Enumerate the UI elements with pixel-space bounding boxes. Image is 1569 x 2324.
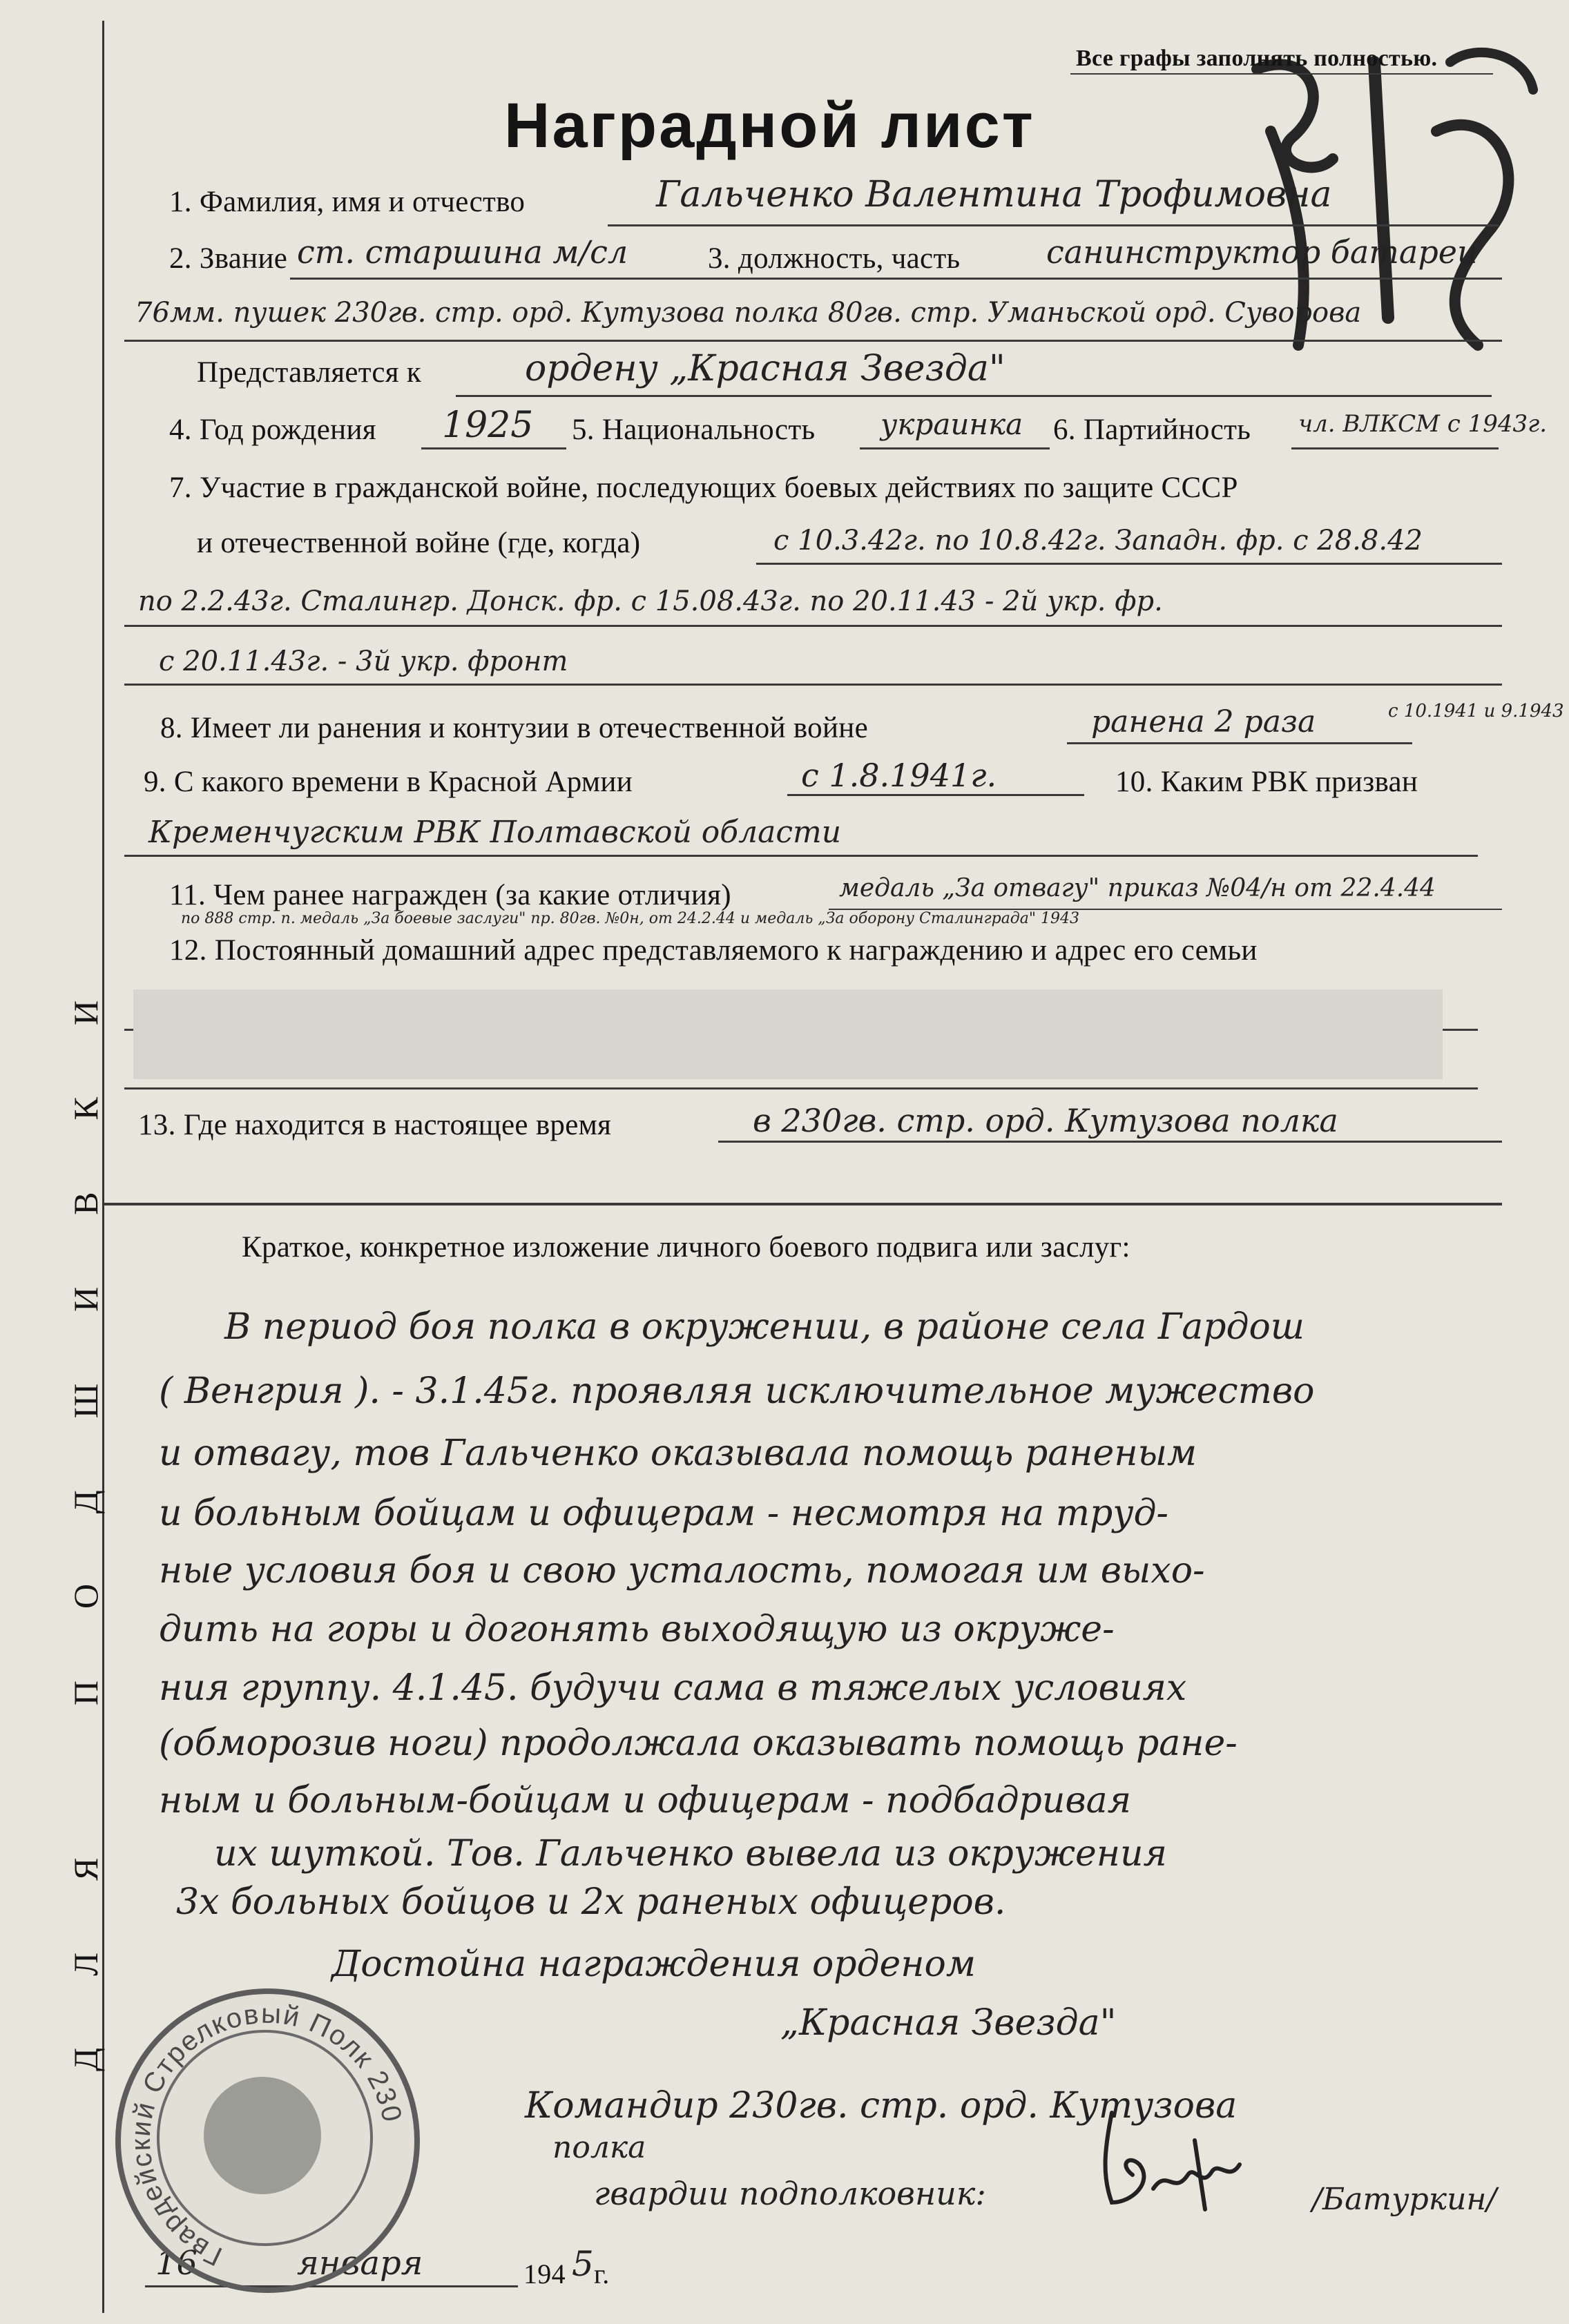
field-label-previous-awards: 11. Чем ранее награжден (за какие отличия) xyxy=(169,879,731,911)
unit-underline xyxy=(124,340,1502,342)
field-label-rank: 2. Звание xyxy=(169,242,288,275)
field-value-war-line1: с 10.3.42г. по 10.8.42г. Западн. фр. с 28.8.42 xyxy=(773,525,1423,556)
date-year-printed: 194 xyxy=(523,2258,566,2289)
field-value-previous-awards-1: медаль „За отвагу" приказ №04/н от 22.4.44 xyxy=(839,874,1436,902)
narrative-line: ным и больным-бойцам и офицерам - подбадривая xyxy=(159,1780,1132,1821)
regiment-seal xyxy=(115,1988,420,2293)
narrative-line: 3х больных бойцов и 2х раненых офицеров. xyxy=(176,1881,1006,1923)
party-underline xyxy=(1291,447,1499,449)
field-value-party: чл. ВЛКСМ с 1943г. xyxy=(1298,410,1548,438)
date-year-handwritten: 5 xyxy=(572,2244,594,2284)
war-underline-2 xyxy=(124,625,1502,627)
section-heading-feat: Краткое, конкретное изложение личного боевого подвига или заслуг: xyxy=(242,1231,1130,1263)
date-year-suffix: г. xyxy=(594,2258,610,2289)
address-underline-2 xyxy=(124,1087,1478,1090)
previous-awards-underline xyxy=(829,909,1502,910)
field-value-war-line3: с 20.11.43г. - 3й укр. фронт xyxy=(159,646,568,677)
field-label-current-location: 13. Где находится в настоящее время xyxy=(138,1109,612,1141)
field-value-current-location: в 230гв. стр. орд. Кутузова полка xyxy=(753,1102,1338,1139)
field-label-name: 1. Фамилия, имя и отчество xyxy=(169,186,526,218)
binding-side-label: ДЛЯ ПОДШИВКИ xyxy=(66,928,105,2071)
field-label-wounds: 8. Имеет ли ранения и контузии в отечественной войне xyxy=(160,712,868,744)
wounds-underline xyxy=(1067,742,1412,744)
narrative-line: ( Венгрия ). - 3.1.45г. проявляя исключительное мужество xyxy=(159,1371,1315,1412)
field-value-rvk: Кременчугским РВК Полтавской области xyxy=(148,815,842,850)
narrative-line: ные условия боя и свою усталость, помогая им выхо- xyxy=(159,1550,1205,1591)
seal-text: Гвардейский Стрелковый Полк 230 xyxy=(125,1998,408,2272)
field-label-nationality: 5. Национальность xyxy=(572,414,816,446)
war-underline-3 xyxy=(124,684,1502,686)
conclusion-line: Достойна награждения орденом xyxy=(331,1944,976,1985)
field-value-birth-year: 1925 xyxy=(442,405,534,446)
svg-text:Гвардейский Стрелковый Полк 23 xyxy=(126,1999,407,2272)
section-divider xyxy=(104,1203,1502,1205)
field-label-birth-year: 4. Год рождения xyxy=(169,414,376,446)
signatory-title: Командир 230гв. стр. орд. Кутузова xyxy=(525,2085,1238,2127)
redacted-address-block xyxy=(133,989,1443,1079)
rank-underline xyxy=(290,278,1502,280)
field-label-war-where-when: и отечественной войне (где, когда) xyxy=(197,527,641,559)
field-label-war-participation: 7. Участие в гражданской войне, последующих боевых действиях по защите СССР xyxy=(169,472,1238,504)
document-title: Наградной лист xyxy=(504,90,1035,161)
rvk-underline xyxy=(124,855,1478,857)
field-value-previous-awards-2: по 888 стр. п. медаль „За боевые заслуги" пр. 80гв. №0н, от 24.2.44 и медаль „За оборону Сталинграда" 1943 xyxy=(181,910,1079,927)
fill-all-fields-note: Все графы заполнять полностью. xyxy=(1076,46,1438,71)
narrative-line: В период боя полка в окружении, в районе села Гардош xyxy=(224,1306,1305,1348)
army-since-underline xyxy=(787,794,1084,796)
field-value-army-since: с 1.8.1941г. xyxy=(801,757,997,794)
current-location-underline xyxy=(718,1141,1502,1143)
narrative-line: дить на горы и догонять выходящую из окруже- xyxy=(159,1609,1115,1650)
war-underline-1 xyxy=(756,563,1502,565)
date-day: 16 xyxy=(155,2244,198,2283)
field-label-position: 3. должность, часть xyxy=(708,242,961,275)
field-label-party: 6. Партийность xyxy=(1053,414,1251,446)
narrative-line: их шуткой. Тов. Гальченко вывела из окружения xyxy=(214,1833,1167,1875)
nominated-underline xyxy=(456,395,1492,397)
field-value-name: Гальченко Валентина Трофимовна xyxy=(656,174,1332,215)
nationality-underline xyxy=(860,447,1050,449)
field-label-rvk: 10. Каким РВК призван xyxy=(1115,766,1418,798)
field-value-nominated-order: ордену „Красная Звезда" xyxy=(525,348,1005,389)
signatory-surname: /Батуркин/ xyxy=(1312,2182,1497,2217)
field-label-nominated: Представляется к xyxy=(197,356,422,389)
field-value-nationality: украинка xyxy=(880,407,1023,441)
narrative-line: (обморозив ноги) продолжала оказывать помощь ране- xyxy=(159,1723,1238,1764)
field-label-home-address: 12. Постоянный домашний адрес представляемого к награждению и адрес его семьи xyxy=(169,934,1258,967)
field-value-wounds: ранена 2 раза xyxy=(1091,704,1316,739)
field-value-rank: ст. старшина м/сл xyxy=(297,233,628,271)
name-underline xyxy=(608,224,1499,226)
conclusion-order: „Красная Звезда" xyxy=(780,2002,1117,2044)
signatory-rank: гвардии подполковник: xyxy=(594,2175,986,2212)
birth-year-underline xyxy=(421,447,566,449)
narrative-line: и больным бойцам и офицерам - несмотря на труд- xyxy=(159,1493,1168,1534)
narrative-line: ния группу. 4.1.45. будучи сама в тяжелых условиях xyxy=(159,1667,1187,1709)
note-underline xyxy=(1070,73,1493,75)
field-value-unit: 76мм. пушек 230гв. стр. орд. Кутузова полка 80гв. стр. Уманьской орд. Суворова xyxy=(135,297,1362,329)
signatory-unit: полка xyxy=(552,2130,646,2165)
date-month: января xyxy=(297,2244,423,2283)
field-label-army-since: 9. С какого времени в Красной Армии xyxy=(144,766,633,798)
field-value-wound-dates: с 10.1941 и 9.1943 xyxy=(1388,701,1564,722)
commander-signature xyxy=(1091,2099,1257,2216)
field-value-war-line2: по 2.2.43г. Сталингр. Донск. фр. с 15.08.43г. по 20.11.43 - 2й укр. фр. xyxy=(138,585,1163,617)
field-value-position: санинструктор батареи xyxy=(1046,233,1478,271)
narrative-line: и отвагу, тов Гальченко оказывала помощь раненым xyxy=(159,1433,1197,1474)
